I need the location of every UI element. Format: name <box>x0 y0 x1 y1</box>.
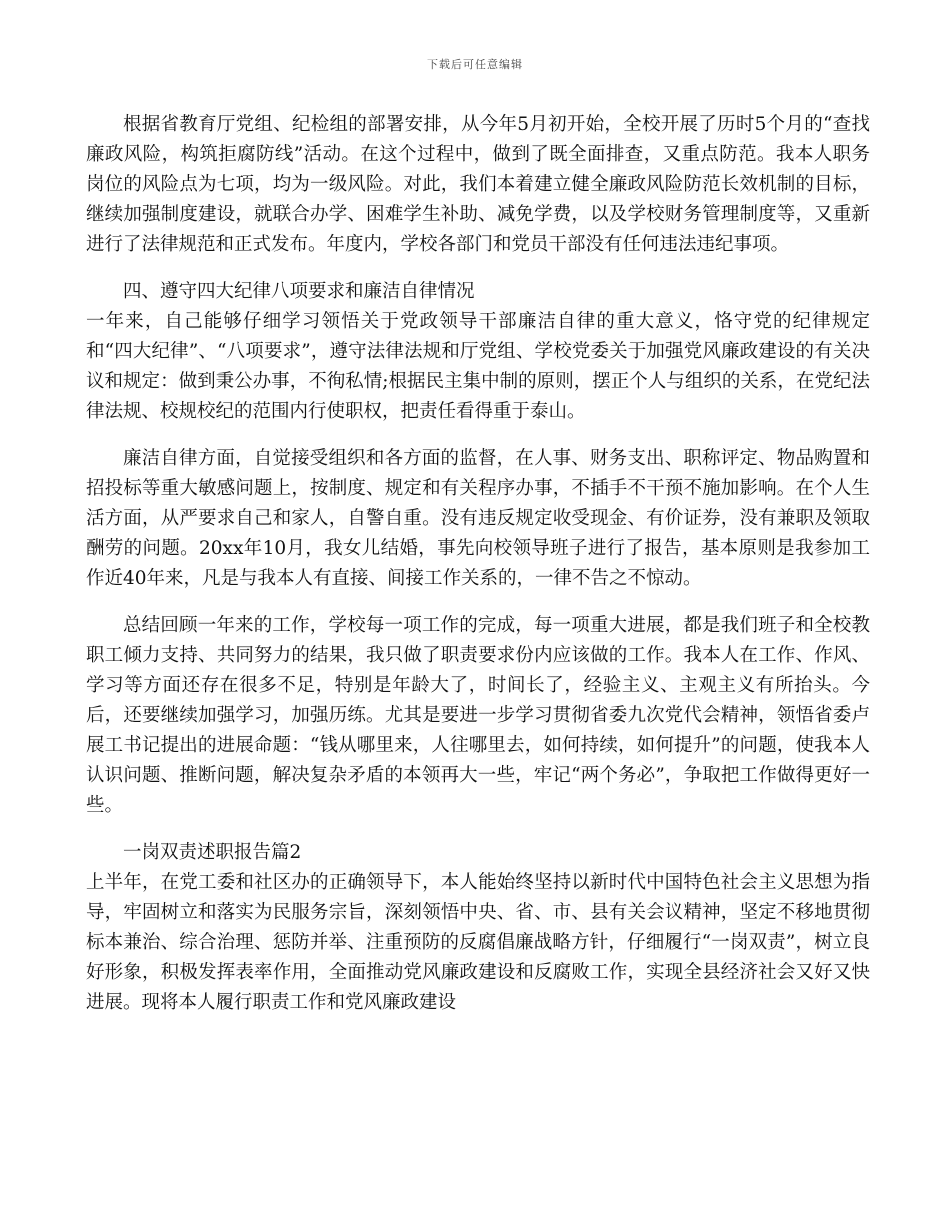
paragraph-risk-prevention: 根据省教育厅党组、纪检组的部署安排，从今年5月初开始，全校开展了历时5个月的“查找廉政风险，构筑拒腐防线”活动。在这个过程中，做到了既全面排查，又重点防范。我本人职务岗位的风险点为七项，均为一级风险。对此，我们本着建立健全廉政风险防范长效机制的目标，继续加强制度建设，就联合办学、困难学生补助、减免学费，以及学校财务管理制度等，又重新进行了法律规范和正式发布。年度内，学校各部门和党员干部没有任何违法违纪事项。 <box>86 114 870 255</box>
paragraph-discipline: 一年来，自己能够仔细学习领悟关于党政领导干部廉洁自律的重大意义，恪守党的纪律规定和“四大纪律”、“八项要求”，遵守法律法规和厅党组、学校党委关于加强党风廉政建设的有关决议和规定：做到秉公办事，不徇私情;根据民主集中制的原则，摆正个人与组织的关系，在党纪法律法规、校规校纪的范围内行使职权，把责任看得重于泰山。 <box>86 311 870 422</box>
page-header-note: 下载后可任意编辑 <box>427 58 523 71</box>
paragraph-summary: 总结回顾一年来的工作，学校每一项工作的完成，每一项重大进展，都是我们班子和全校教职工倾力支持、共同努力的结果，我只做了职责要求份内应该做的工作。我本人在工作、作风、学习等方面还存在很多不足，特别是年龄大了，时间长了，经验主义、主观主义有所抬头。今后，还要继续加强学习，加强历练。尤其是要进一步学习贯彻省委九次党代会精神，领悟省委卢展工书记提出的进展命题：“钱从哪里来，人往哪里去，如何持续，如何提升”的问题，使我本人认识问题、推断问题，解决复杂矛盾的本领再大一些，牢记“两个务必”，争取把工作做得更好一些。 <box>86 615 870 816</box>
document-body <box>86 110 870 1035</box>
section-heading-discipline: 四、遵守四大纪律八项要求和廉洁自律情况 <box>123 281 475 302</box>
section-heading-report-2: 一岗双责述职报告篇2 <box>123 842 302 863</box>
paragraph-integrity: 廉洁自律方面，自觉接受组织和各方面的监督，在人事、财务支出、职称评定、物品购置和招投标等重大敏感问题上，按制度、规定和有关程序办事，不插手不干预不施加影响。在个人生活方面，从严要求自己和家人，自警自重。没有违反规定收受现金、有价证券，没有兼职及领取酬劳的问题。20xx年10月，我女儿结婚，事先向校领导班子进行了报告，基本原则是我参加工作近40年来，凡是与我本人有直接、间接工作关系的，一律不告之不惊动。 <box>86 448 870 589</box>
paragraph-report-2-intro: 上半年，在党工委和社区办的正确领导下，本人能始终坚持以新时代中国特色社会主义思想为指导，牢固树立和落实为民服务宗旨，深刻领悟中央、省、市、县有关会议精神，坚定不移地贯彻标本兼治、综合治理、惩防并举、注重预防的反腐倡廉战略方针，仔细履行“一岗双责”，树立良好形象，积极发挥表率作用，全面推动党风廉政建设和反腐败工作，实现全县经济社会又好又快进展。现将本人履行职责工作和党风廉政建设 <box>86 872 870 1013</box>
